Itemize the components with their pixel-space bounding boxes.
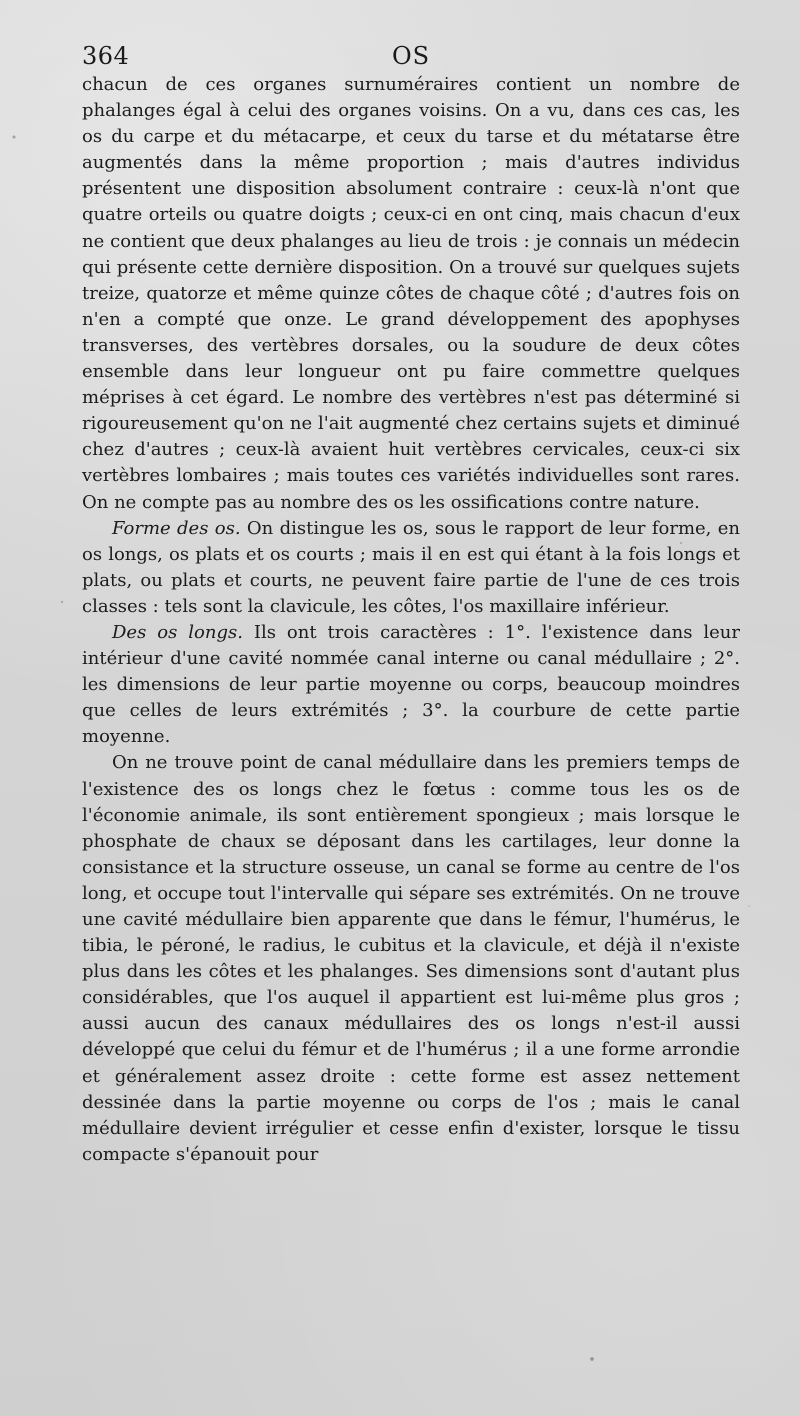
paragraph-4-body: On ne trouve point de canal médullaire dans les premiers temps de l'existence des os longs chez le fœtus : comme tous les os de l'économie animale, ils sont entièrement spongieux ; mais lorsque le phosphate de chaux se déposant dans les cartilages, leur donne la consistance et la structure osseuse, un canal se forme au centre de l'os long, et occupe tout l'intervalle qui sépare ses extrémités. On ne trouve une cavité médullaire bien apparente que dans le fémur, l'humérus, le tibia, le péroné, le radius, le cubitus et la clavicule, et déjà il n'existe plus dans les côtes et les phalanges. Ses dimensions sont d'autant plus considérables, que l'os auquel il appartient est lui-même plus gros ; aussi aucun des canaux médullaires des os longs n'est-il aussi développé que celui du fémur et de l'humérus ; il a une forme arrondie et généralement assez droite : cette forme est assez nettement dessinée dans la partie moyenne ou corps de l'os ; mais le canal médullaire devient irrégulier et cesse enfin d'exister, lorsque le tissu compacte s'épanouit pour <box>82 752 740 1165</box>
body-text <box>82 72 740 1168</box>
paragraph-2-heading: Forme des os. <box>112 517 241 539</box>
page-number: 364 <box>82 42 130 70</box>
paragraph-3 <box>82 620 740 750</box>
paragraph-3-heading: Des os longs. <box>112 621 243 643</box>
paragraph-3-body: Ils ont trois caractères : 1°. l'existence dans leur intérieur d'une cavité nommée canal interne ou canal médullaire ; 2°. les dimensions de leur partie moyenne ou corps, beaucoup moindres que celles de leurs extrémités ; 3°. la courbure de cette partie moyenne. <box>82 621 741 748</box>
page-header <box>82 34 740 70</box>
paragraph-4 <box>82 750 740 1168</box>
paragraph-1-body: chacun de ces organes surnuméraires contient un nombre de phalanges égal à celui des organes voisins. On a vu, dans ces cas, les os du carpe et du métacarpe, et ceux du tarse et du métatarse être augmentés dans la même proportion ; mais d'autres individus présentent une disposition absolument contraire : ceux-là n'ont que quatre orteils ou quatre doigts ; ceux-ci en ont cinq, mais chacun d'eux ne contient que deux phalanges au lieu de trois : je connais un médecin qui présente cette dernière disposition. On a trouvé sur quelques sujets treize, quatorze et même quinze côtes de chaque côté ; d'autres fois on n'en a compté que onze. Le grand développement des apophyses transverses, des vertèbres dorsales, ou la soudure de deux côtes ensemble dans leur longueur ont pu faire commettre quelques méprises à cet égard. Le nombre des vertèbres n'est pas déterminé si rigoureusement qu'on ne l'ait augmenté chez certains sujets et diminué chez d'autres ; ceux-là avaient huit vertèbres cervicales, ceux-ci six vertèbres lombaires ; mais toutes ces variétés individuelles sont rares. On ne compte pas au nombre des os les ossifications contre nature. <box>82 74 740 513</box>
paragraph-1 <box>82 72 740 516</box>
paragraph-2 <box>82 516 740 620</box>
running-title: OS <box>391 42 431 70</box>
paragraph-2-body: On distingue les os, sous le rapport de leur forme, en os longs, os plats et os courts ; mais il en est qui étant à la fois longs et plats, ou plats et courts, ne peuvent faire partie de l'une de ces trois classes : tels sont la clavicule, les côtes, l'os maxillaire inférieur. <box>82 517 740 617</box>
